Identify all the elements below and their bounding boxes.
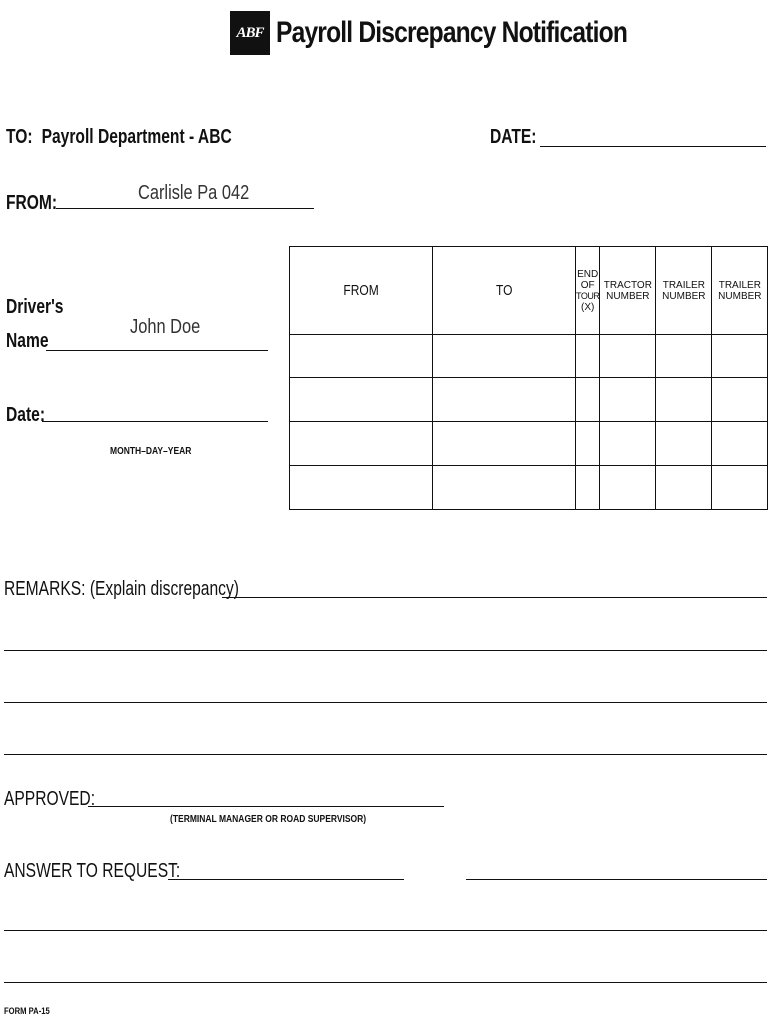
to-line xyxy=(6,126,232,149)
cell-end-of-tour[interactable] xyxy=(576,422,600,466)
cell-tractor[interactable] xyxy=(600,466,656,510)
cell-tractor[interactable] xyxy=(600,378,656,422)
driver-name-value: John Doe xyxy=(130,316,201,338)
approved-hint: (TERMINAL MANAGER OR ROAD SUPERVISOR) xyxy=(170,814,367,825)
cell-trailer-2[interactable] xyxy=(712,422,768,466)
header-trailer-number-2: TRAILER NUMBER xyxy=(712,247,768,335)
header-tractor-number: TRACTOR NUMBER xyxy=(600,247,656,335)
cell-to[interactable] xyxy=(433,466,576,510)
answer-line-2[interactable] xyxy=(4,930,767,931)
abf-logo: ABF xyxy=(230,11,270,55)
cell-trailer-1[interactable] xyxy=(656,335,712,378)
to-value: Payroll Department - ABC xyxy=(41,126,232,148)
approved-label: APPROVED: xyxy=(4,788,96,810)
header-to: TO xyxy=(433,247,576,335)
header-trailer-number-1: TRAILER NUMBER xyxy=(656,247,712,335)
answer-line-1b[interactable] xyxy=(466,879,767,880)
answer-label: ANSWER TO REQUEST: xyxy=(4,860,181,882)
answer-line-1a[interactable] xyxy=(168,879,404,880)
from-field[interactable] xyxy=(56,208,314,209)
remarks-line-3[interactable] xyxy=(4,702,767,703)
cell-to[interactable] xyxy=(433,422,576,466)
table-row xyxy=(290,422,768,466)
header-from: FROM xyxy=(290,247,433,335)
from-label: FROM: xyxy=(6,192,58,214)
cell-tractor[interactable] xyxy=(600,422,656,466)
driver-name-field[interactable] xyxy=(46,350,268,351)
driver-label-line2: Name xyxy=(6,330,49,352)
table-row xyxy=(290,378,768,422)
date-label: Date: xyxy=(6,404,46,426)
form-number: FORM PA-15 xyxy=(4,1006,50,1016)
cell-end-of-tour[interactable] xyxy=(576,378,600,422)
table-row xyxy=(290,335,768,378)
form-header xyxy=(230,6,704,60)
approved-signature-field[interactable] xyxy=(88,806,444,807)
date-field[interactable] xyxy=(42,421,268,422)
date-top-label: DATE: xyxy=(490,126,537,148)
remarks-line-2[interactable] xyxy=(4,650,767,651)
cell-from[interactable] xyxy=(290,466,433,510)
remarks-line-1[interactable] xyxy=(222,597,767,598)
remarks-label: REMARKS: (Explain discrepancy) xyxy=(4,578,239,600)
cell-from[interactable] xyxy=(290,422,433,466)
cell-trailer-2[interactable] xyxy=(712,378,768,422)
date-format-hint: MONTH–DAY–YEAR xyxy=(110,446,192,457)
date-top-field[interactable] xyxy=(540,146,766,147)
to-label: TO: xyxy=(6,126,33,148)
table-header-row xyxy=(290,247,768,335)
cell-trailer-1[interactable] xyxy=(656,466,712,510)
cell-end-of-tour[interactable] xyxy=(576,466,600,510)
header-end-of-tour: END OF TOUR (X) xyxy=(576,247,600,335)
cell-to[interactable] xyxy=(433,378,576,422)
trip-table xyxy=(289,246,768,510)
cell-trailer-1[interactable] xyxy=(656,422,712,466)
cell-from[interactable] xyxy=(290,335,433,378)
cell-trailer-2[interactable] xyxy=(712,466,768,510)
cell-tractor[interactable] xyxy=(600,335,656,378)
cell-trailer-1[interactable] xyxy=(656,378,712,422)
cell-end-of-tour[interactable] xyxy=(576,335,600,378)
answer-line-3[interactable] xyxy=(4,982,767,983)
form-title: Payroll Discrepancy Notification xyxy=(276,16,628,49)
cell-trailer-2[interactable] xyxy=(712,335,768,378)
cell-from[interactable] xyxy=(290,378,433,422)
driver-label-line1: Driver's xyxy=(6,296,64,318)
cell-to[interactable] xyxy=(433,335,576,378)
from-value: Carlisle Pa 042 xyxy=(138,182,250,204)
remarks-line-4[interactable] xyxy=(4,754,767,755)
table-row xyxy=(290,466,768,510)
